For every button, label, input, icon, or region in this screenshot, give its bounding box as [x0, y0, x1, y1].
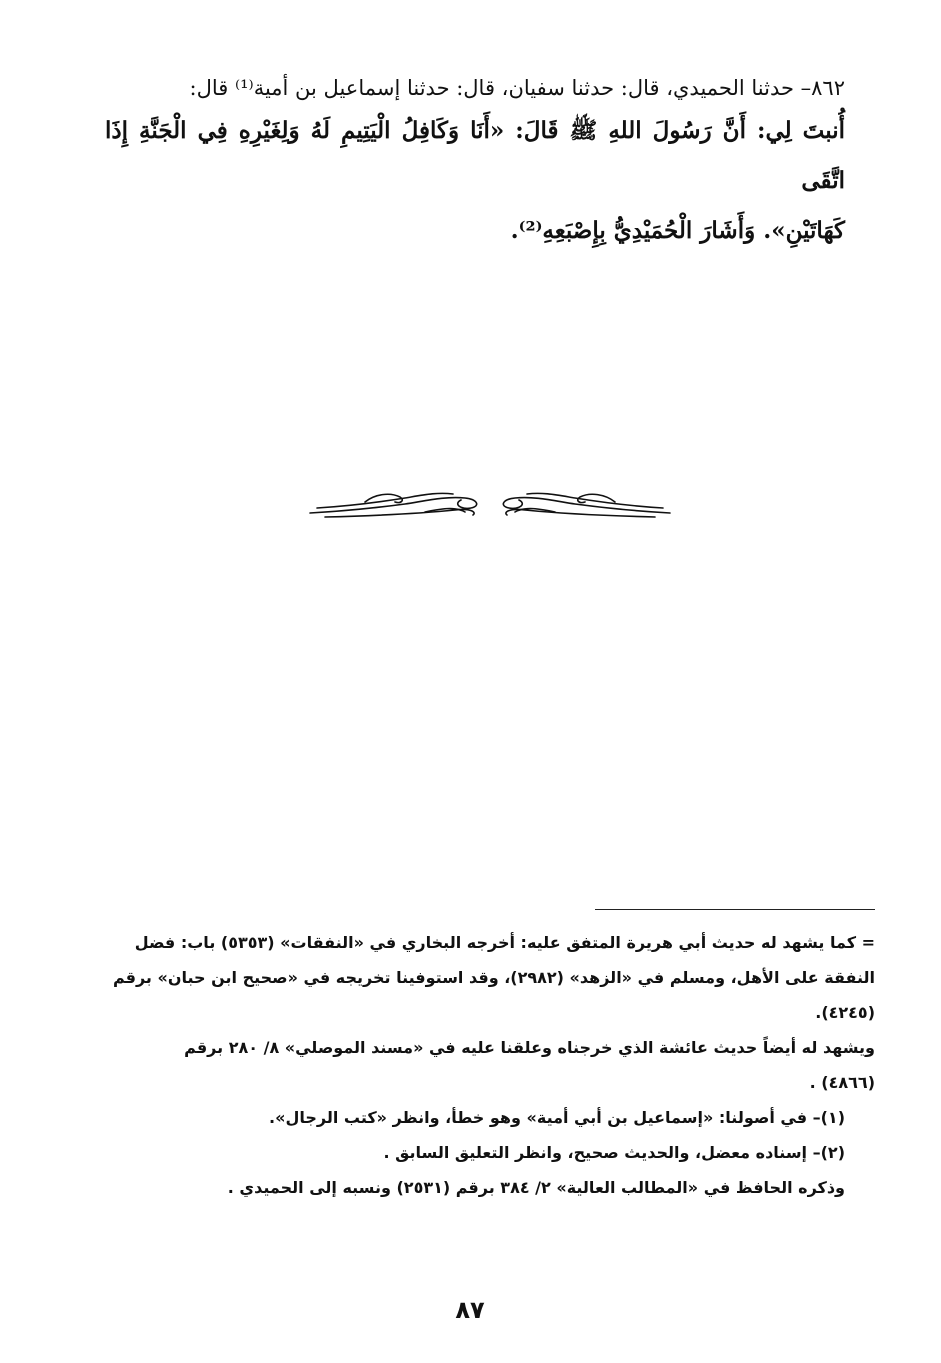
- hadith-text: [105, 70, 845, 256]
- footnotes: [95, 925, 875, 1205]
- footnote-continued-line-3: (٤٢٤٥).: [815, 1003, 875, 1022]
- footnote-continued-line-1: = كما يشهد له حديث أبي هريرة المتفق عليه: أخرجه البخاري في «النفقات» (٥٣٥٣) باب: فضل: [134, 933, 875, 952]
- footnote-separator: [595, 909, 875, 910]
- page-number: ٨٧: [455, 1296, 485, 1324]
- hadith-line-1: ٨٦٢– حدثنا الحميدي، قال: حدثنا سفيان، قال: حدثنا إسماعيل بن أمية⁽¹⁾ قال:: [189, 76, 845, 100]
- footnote-2-continuation: وذكره الحافظ في «المطالب العالية» ٢/ ٣٨٤ برقم (٢٥٣١) ونسبه إلى الحميدي .: [227, 1178, 845, 1197]
- footnote-2: (٢)– إسناده معضل، والحديث صحيح، وانظر التعليق السابق .: [383, 1143, 845, 1162]
- footnote-continued-line-2: النفقة على الأهل، ومسلم في «الزهد» (٢٩٨٢)، وقد استوفينا تخريجه في «صحيح ابن حبان» برقم: [112, 968, 875, 987]
- footnote-1: (١)– في أصولنا: «إسماعيل بن أبي أمية» وهو خطأ، وانظر «كتب الرجال».: [269, 1108, 845, 1127]
- footnote-witness-line-1: ويشهد له أيضاً حديث عائشة الذي خرجناه وعلقنا عليه في «مسند الموصلي» ٨/ ٢٨٠ برقم: [184, 1038, 875, 1057]
- hadith-line-3: كَهَاتَيْنِ». وَأَشَارَ الْحُمَيْدِيُّ بِإِصْبَعِهِ⁽²⁾.: [510, 217, 845, 244]
- footnote-witness-line-2: (٤٨٦٦) .: [809, 1073, 875, 1092]
- hadith-line-2: أُنبتَ لِي: أَنَّ رَسُولَ اللهِ ﷺ قَالَ: «أَنَا وَكَافِلُ الْيَتِيمِ لَهُ وَلِغَيْرِهِ فِي الْجَنَّةِ إِذَا اتَّقَى: [105, 117, 845, 194]
- ornament-divider: [305, 486, 675, 520]
